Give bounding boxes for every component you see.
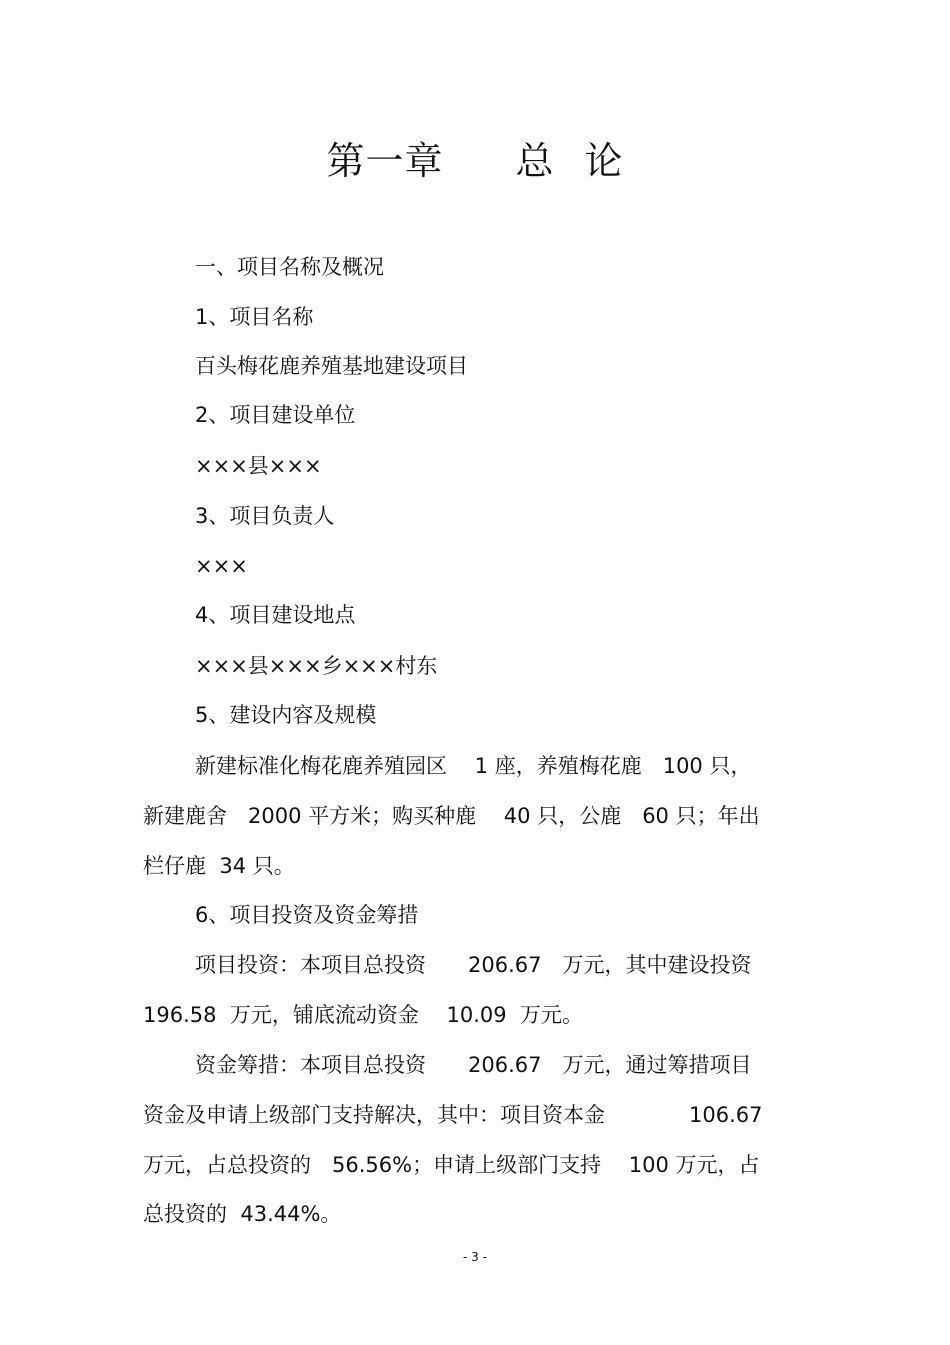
chapter-title-part3: 论: [584, 139, 624, 183]
subheading-construction-site: 4、项目建设地点: [195, 603, 356, 627]
chapter-title: [0, 130, 950, 185]
subheading-investment: 6、项目投资及资金筹措: [195, 903, 419, 927]
investment-line-2: 196.58 万元，铺底流动资金 10.09 万元。: [143, 1003, 583, 1027]
construction-site-value: ×××县×××乡×××村东: [195, 654, 438, 678]
construction-unit-value: ×××县×××: [195, 454, 322, 478]
financing-line-4: 总投资的 43.44%。: [143, 1202, 342, 1226]
content-scale-line-2: 新建鹿舍 2000 平方米；购买种鹿 40 只，公鹿 60 只；年出: [143, 804, 760, 828]
chapter-title-part1: 第一章: [326, 139, 444, 183]
project-name-value: 百头梅花鹿养殖基地建设项目: [195, 354, 468, 378]
content-scale-line-1: 新建标准化梅花鹿养殖园区 1 座，养殖梅花鹿 100 只，: [195, 754, 752, 778]
subheading-construction-unit: 2、项目建设单位: [195, 403, 356, 427]
financing-line-2: 资金及申请上级部门支持解决，其中：项目资本金 106.67: [143, 1103, 763, 1127]
content-scale-line-3: 栏仔鹿 34 只。: [143, 854, 295, 878]
page-number: - 3 -: [463, 1250, 487, 1264]
subheading-project-leader: 3、项目负责人: [195, 504, 335, 528]
investment-line-1: 项目投资：本项目总投资 206.67 万元，其中建设投资: [195, 953, 752, 977]
financing-line-3: 万元，占总投资的 56.56%；申请上级部门支持 100 万元，占: [143, 1153, 760, 1177]
financing-line-1: 资金筹措：本项目总投资 206.67 万元，通过筹措项目: [195, 1053, 752, 1077]
project-leader-value: ×××: [195, 554, 248, 578]
subheading-project-name: 1、项目名称: [195, 305, 314, 329]
section-heading-overview: 一、项目名称及概况: [195, 255, 384, 279]
subheading-content-scale: 5、建设内容及规模: [195, 703, 377, 727]
chapter-title-part2: 总: [515, 139, 555, 183]
